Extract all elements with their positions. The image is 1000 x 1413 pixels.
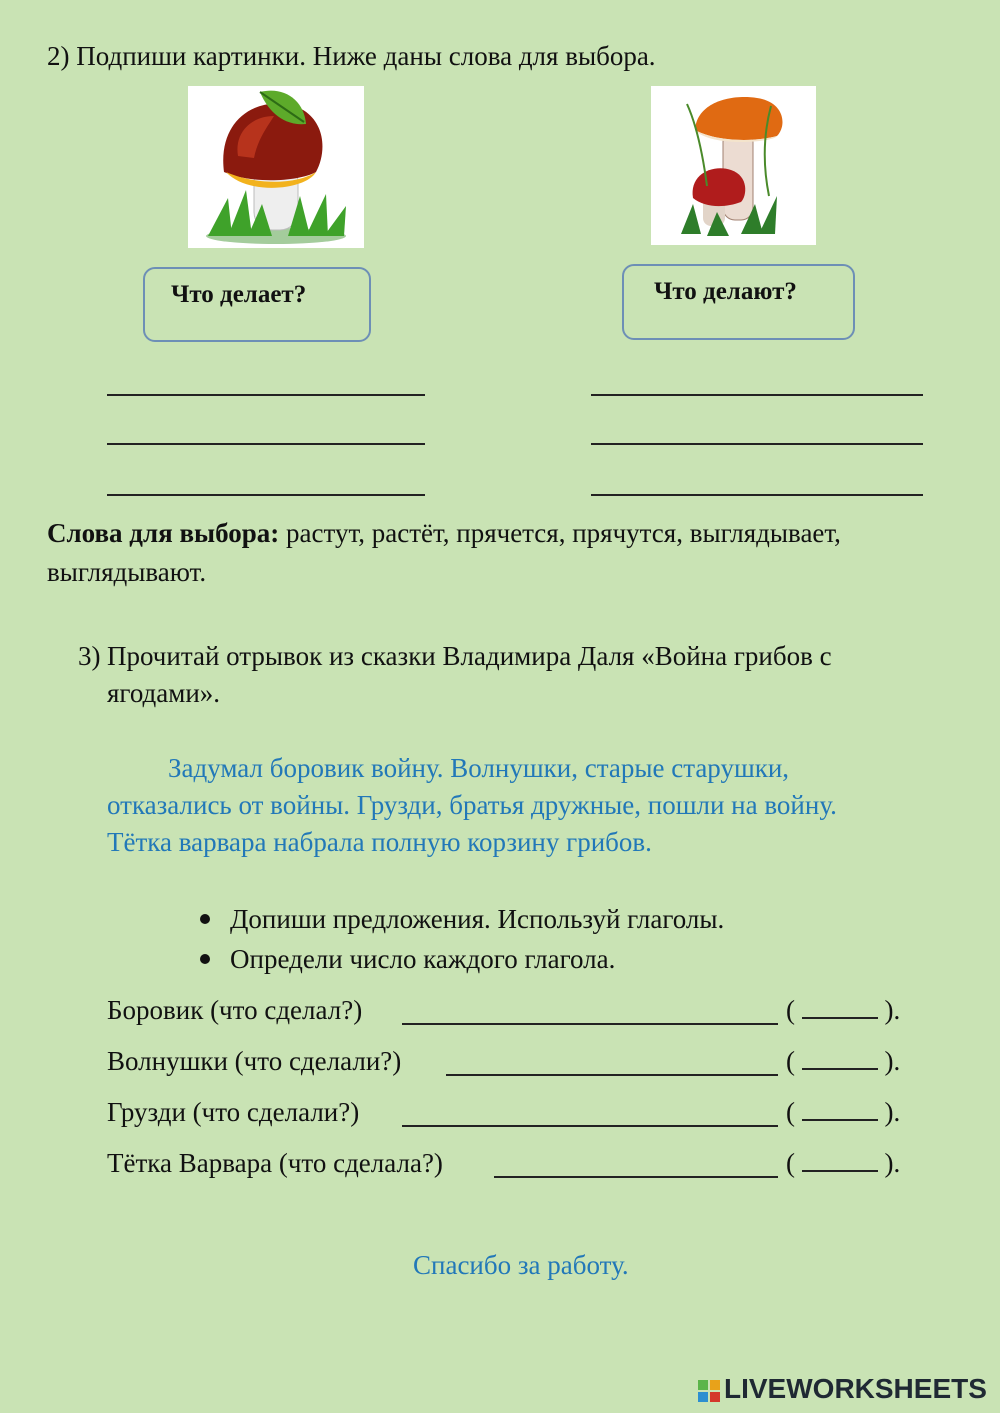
- verb-input[interactable]: [494, 1152, 778, 1178]
- number-slot: ( ).: [786, 1097, 901, 1127]
- mushroom-image-left: [188, 86, 364, 248]
- fill-row-label: Боровик (что сделал?): [107, 995, 363, 1025]
- excerpt-line: Тётка варвара набрала полную корзину грибов.: [107, 827, 652, 857]
- answer-line[interactable]: [591, 394, 923, 396]
- excerpt-line: отказались от войны. Грузди, братья дружные, пошли на войну.: [107, 790, 837, 820]
- words-label: Слова для выбора:: [47, 518, 280, 548]
- task2-heading: 2) Подпиши картинки. Ниже даны слова для выбора.: [47, 41, 656, 71]
- verb-input[interactable]: [402, 1101, 778, 1127]
- number-slot: ( ).: [786, 995, 901, 1025]
- fill-row-label: Грузди (что сделали?): [107, 1097, 360, 1127]
- task3-number: 3): [78, 641, 101, 671]
- question-box-right: [622, 264, 855, 340]
- mushroom-image-right: [651, 86, 816, 245]
- liveworksheets-logo: [698, 1373, 987, 1405]
- answer-line[interactable]: [107, 494, 425, 496]
- words-for-choice: [47, 514, 841, 552]
- logo-icon: [698, 1377, 720, 1399]
- answer-line[interactable]: [107, 443, 425, 445]
- fill-row-label: Тётка Варвара (что сделала?): [107, 1148, 443, 1178]
- bullet-icon: [200, 914, 210, 924]
- question-box-left: [143, 267, 371, 342]
- number-slot: ( ).: [786, 1046, 901, 1076]
- bullet-item: Определи число каждого глагола.: [200, 940, 615, 978]
- answer-line[interactable]: [591, 494, 923, 496]
- fill-row-label: Волнушки (что сделали?): [107, 1046, 402, 1076]
- question-right-text: Что делают?: [654, 278, 797, 305]
- task3-heading-line2: ягодами».: [107, 678, 221, 708]
- answer-line[interactable]: [107, 394, 425, 396]
- words-list-continued: выглядывают.: [47, 557, 207, 587]
- number-input[interactable]: [802, 993, 878, 1019]
- number-slot: ( ).: [786, 1148, 901, 1178]
- number-input[interactable]: [802, 1044, 878, 1070]
- logo-text: LIVEWORKSHEETS: [724, 1373, 987, 1404]
- words-list: растут, растёт, прячется, прячутся, выглядывает,: [279, 518, 841, 548]
- task3-heading-line1: Прочитай отрывок из сказки Владимира Даля «Война грибов с: [107, 641, 832, 671]
- verb-input[interactable]: [402, 999, 778, 1025]
- number-input[interactable]: [802, 1146, 878, 1172]
- thanks-text: Спасибо за работу.: [413, 1250, 629, 1280]
- verb-input[interactable]: [446, 1050, 778, 1076]
- question-left-text: Что делает?: [171, 281, 307, 308]
- bullet-icon: [200, 954, 210, 964]
- number-input[interactable]: [802, 1095, 878, 1121]
- excerpt-line: Задумал боровик войну. Волнушки, старые старушки,: [168, 753, 790, 783]
- answer-line[interactable]: [591, 443, 923, 445]
- bullet-item: Допиши предложения. Используй глаголы.: [200, 900, 724, 938]
